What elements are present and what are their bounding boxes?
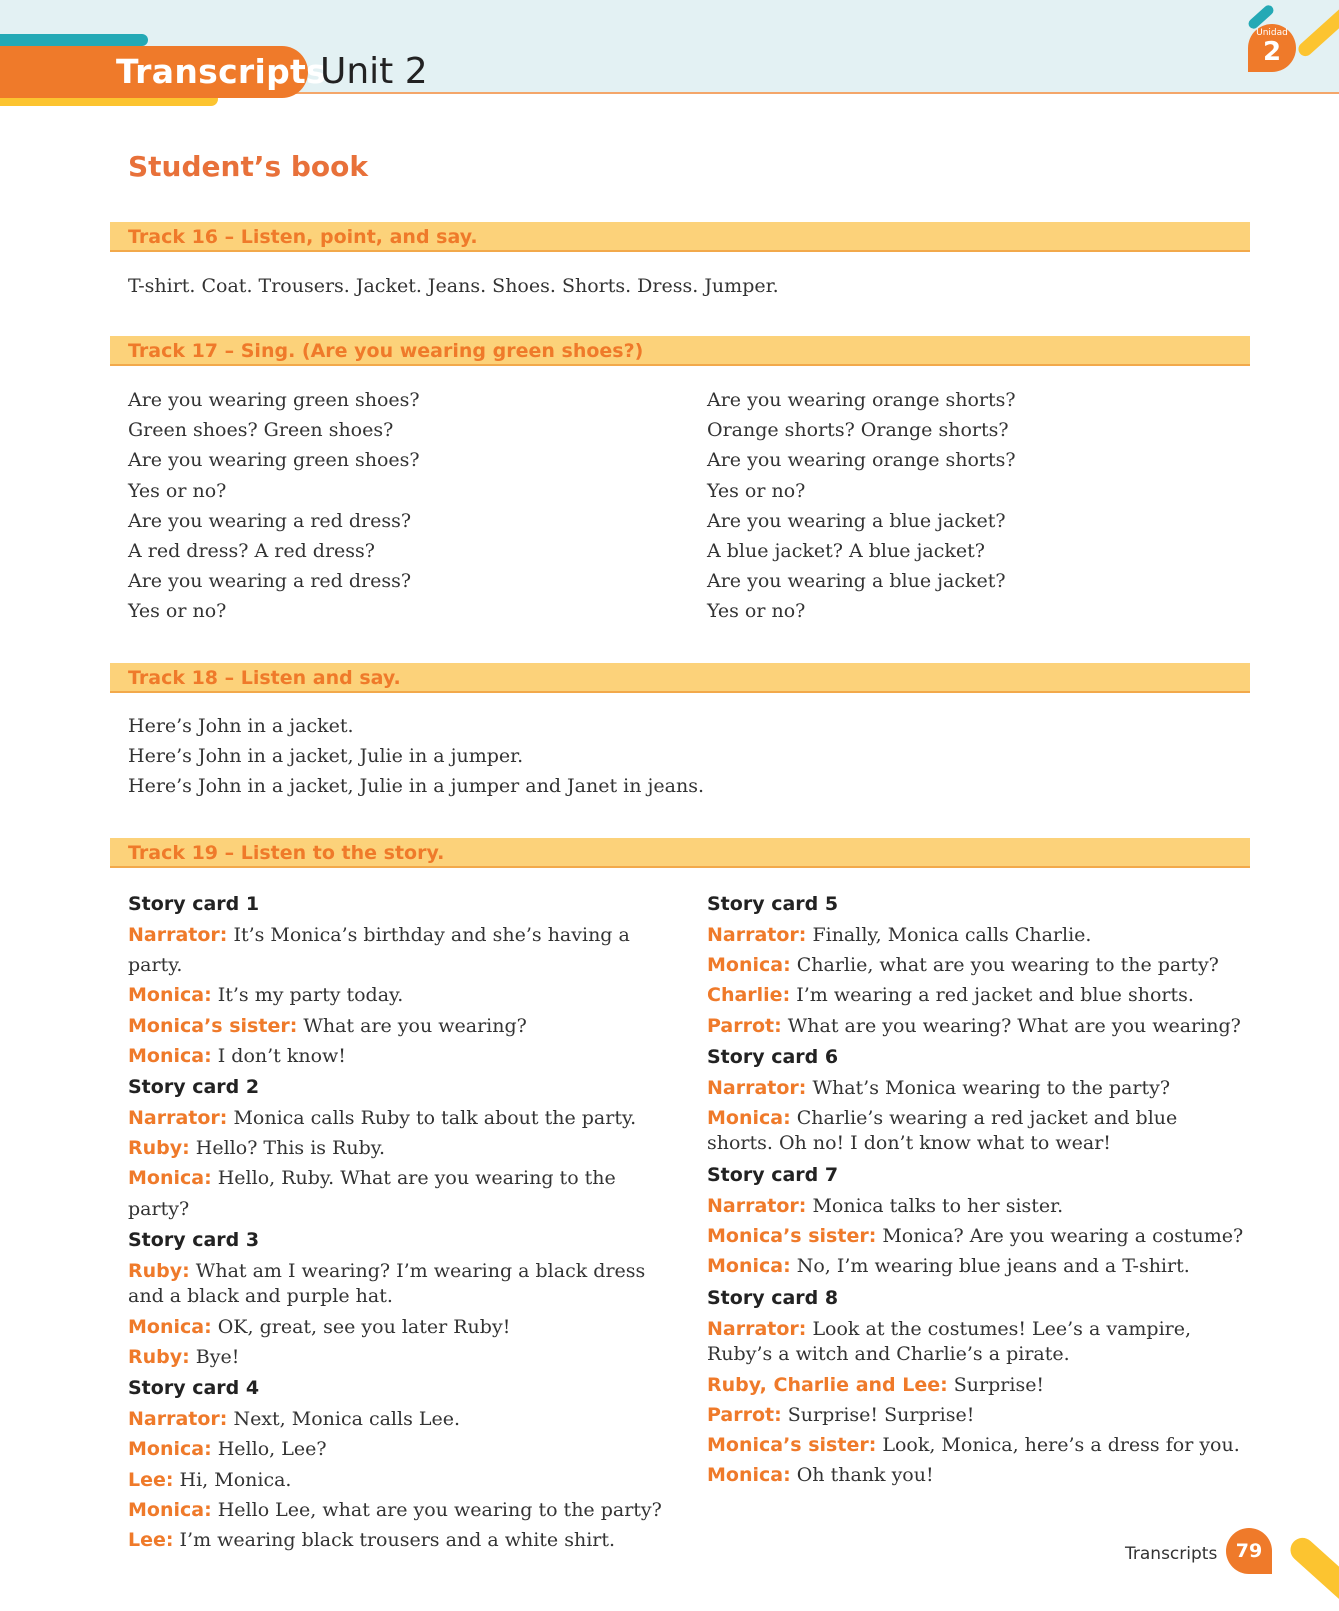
transcripts-pill-label: Transcripts (116, 52, 327, 91)
dialogue-text: What are you wearing? What are you wearing? (787, 1014, 1241, 1037)
story-card-title: Story card 4 (128, 1377, 260, 1400)
dialogue-line (128, 1163, 668, 1223)
dialogue-line (128, 1525, 668, 1555)
speaker-name: Lee: (128, 1529, 174, 1552)
song-line: Yes or no? (128, 479, 227, 502)
transcript-line: Here’s John in a jacket, Julie in a jumper and Janet in jeans. (128, 775, 704, 798)
dialogue-text: Hello, Lee? (217, 1438, 327, 1461)
song-line: Are you wearing orange shorts? (707, 449, 1016, 472)
speaker-name: Charlie: (707, 984, 791, 1007)
track-16-text (128, 271, 779, 301)
dialogue-line (707, 1430, 1247, 1460)
dialogue-line (128, 1312, 668, 1342)
dialogue-text: I don’t know! (217, 1044, 346, 1067)
song-line: Are you wearing a red dress? (128, 509, 412, 532)
song-line: A red dress? A red dress? (128, 539, 375, 562)
unit-title: Unit 2 (320, 51, 428, 92)
story-card-title: Story card 2 (128, 1076, 260, 1099)
song-line: Yes or no? (128, 600, 227, 623)
track-label: Track 16 – Listen, point, and say. (128, 226, 478, 248)
speaker-name: Ruby, Charlie and Lee: (707, 1373, 948, 1396)
dialogue-line (707, 1460, 1247, 1490)
speaker-name: Narrator: (707, 1317, 807, 1340)
speaker-name: Narrator: (707, 1195, 807, 1218)
track-header (110, 838, 1250, 868)
story-left-column (128, 888, 668, 1555)
song-line: Are you wearing green shoes? (128, 389, 420, 411)
dialogue-text: It’s my party today. (217, 984, 404, 1007)
dialogue-line (707, 1221, 1247, 1251)
speaker-name: Monica’s sister: (128, 1014, 298, 1037)
speaker-name: Parrot: (707, 1403, 782, 1426)
track-header (110, 663, 1250, 693)
dialogue-line (128, 1256, 668, 1312)
speaker-name: Ruby: (128, 1137, 190, 1160)
dialogue-line (128, 1041, 668, 1071)
speaker-name: Narrator: (128, 1408, 228, 1431)
speaker-name: Monica: (707, 1464, 791, 1487)
speaker-name: Monica: (128, 1438, 212, 1461)
dialogue-line (128, 1465, 668, 1495)
speaker-name: Narrator: (128, 924, 228, 946)
dialogue-line (128, 1342, 668, 1372)
track-header (110, 222, 1250, 252)
dialogue-line (707, 1370, 1247, 1400)
song-line: Are you wearing a red dress? (128, 570, 412, 593)
dialogue-text: Oh thank you! (796, 1464, 934, 1487)
dialogue-line (707, 1073, 1247, 1103)
song-line: A blue jacket? A blue jacket? (707, 539, 985, 562)
song-left-column (128, 385, 420, 627)
dialogue-line (128, 1011, 668, 1041)
speaker-name: Monica’s sister: (707, 1225, 877, 1248)
story-right-column (707, 888, 1247, 1490)
dialogue-line (707, 920, 1247, 950)
dialogue-text: Charlie, what are you wearing to the party? (796, 954, 1219, 977)
song-line: Are you wearing a blue jacket? (707, 570, 1006, 593)
dialogue-text: Hello Lee, what are you wearing to the party? (217, 1498, 662, 1521)
track-18-text (128, 711, 704, 802)
song-line: Are you wearing a blue jacket? (707, 509, 1006, 532)
song-line: Orange shorts? Orange shorts? (707, 419, 1009, 442)
footer-decor-yellow (1286, 1533, 1339, 1611)
dialogue-text: Monica talks to her sister. (812, 1195, 1064, 1218)
dialogue-line (707, 1314, 1247, 1370)
unit-badge (1248, 24, 1296, 72)
unit-badge-label: Unidad (1256, 28, 1288, 38)
speaker-name: Monica: (707, 954, 791, 977)
dialogue-text: No, I’m wearing blue jeans and a T-shirt. (796, 1255, 1190, 1278)
dialogue-line (707, 980, 1247, 1010)
dialogue-text: Look at the costumes! Lee’s a vampire, Ruby’s a witch and Charlie’s a pirate. (707, 1317, 1192, 1365)
song-line: Green shoes? Green shoes? (128, 419, 394, 442)
dialogue-text: I’m wearing a red jacket and blue shorts. (796, 984, 1194, 1007)
story-card-title: Story card 7 (707, 1164, 839, 1187)
speaker-name: Narrator: (707, 924, 807, 946)
dialogue-text: Look, Monica, here’s a dress for you. (882, 1434, 1240, 1457)
dialogue-line (707, 1103, 1247, 1159)
dialogue-text: Next, Monica calls Lee. (233, 1408, 461, 1431)
dialogue-line (707, 1400, 1247, 1430)
section-title: Student’s book (128, 150, 369, 183)
song-right-column (707, 385, 1016, 627)
dialogue-text: Hi, Monica. (179, 1468, 292, 1491)
story-card-title: Story card 6 (707, 1045, 839, 1068)
unit-badge-number: 2 (1262, 37, 1282, 67)
speaker-name: Ruby: (128, 1346, 190, 1369)
dialogue-text: Charlie’s wearing a red jacket and blue shorts. Oh no! I don’t know what to wear! (707, 1107, 1178, 1155)
speaker-name: Monica: (707, 1255, 791, 1278)
dialogue-text: Hello, Ruby. What are you wearing to the party? (128, 1167, 616, 1220)
dialogue-text: What are you wearing? (303, 1014, 527, 1037)
page-number: 79 (1226, 1528, 1272, 1574)
track-header (110, 336, 1250, 366)
story-card-title: Story card 8 (707, 1286, 839, 1309)
song-line: Are you wearing green shoes? (128, 449, 420, 472)
story-card-title: Story card 5 (707, 893, 839, 915)
dialogue-text: Hello? This is Ruby. (195, 1137, 386, 1160)
speaker-name: Monica: (128, 1498, 212, 1521)
song-line: Are you wearing orange shorts? (707, 389, 1016, 411)
speaker-name: Narrator: (128, 1107, 228, 1130)
song-line: Yes or no? (707, 479, 806, 502)
speaker-name: Narrator: (707, 1076, 807, 1099)
dialogue-line (128, 1133, 668, 1163)
dialogue-line (128, 1404, 668, 1434)
dialogue-line (128, 1434, 668, 1464)
speaker-name: Monica: (128, 1315, 212, 1338)
dialogue-text: What am I wearing? I’m wearing a black dress and a black and purple hat. (128, 1259, 646, 1307)
transcript-line: T-shirt. Coat. Trousers. Jacket. Jeans. Shoes. Shorts. Dress. Jumper. (128, 275, 779, 297)
speaker-name: Monica: (128, 1044, 212, 1067)
dialogue-text: It’s Monica’s birthday and she’s having a party. (128, 924, 630, 977)
song-line: Yes or no? (707, 600, 806, 623)
dialogue-line (128, 1495, 668, 1525)
speaker-name: Monica: (128, 1167, 212, 1190)
speaker-name: Ruby: (128, 1259, 190, 1282)
dialogue-text: I’m wearing black trousers and a white shirt. (179, 1529, 616, 1552)
transcript-line: Here’s John in a jacket, Julie in a jumper. (128, 745, 524, 768)
speaker-name: Monica: (128, 984, 212, 1007)
speaker-name: Parrot: (707, 1014, 782, 1037)
dialogue-line (707, 1191, 1247, 1221)
dialogue-text: Monica calls Ruby to talk about the party. (233, 1107, 637, 1130)
dialogue-line (707, 1251, 1247, 1281)
track-label: Track 19 – Listen to the story. (128, 842, 445, 864)
dialogue-text: Monica? Are you wearing a costume? (882, 1225, 1244, 1248)
speaker-name: Monica’s sister: (707, 1434, 877, 1457)
story-card-title: Story card 3 (128, 1228, 260, 1251)
story-card-title: Story card 1 (128, 893, 260, 915)
dialogue-text: What’s Monica wearing to the party? (812, 1076, 1171, 1099)
transcript-line: Here’s John in a jacket. (128, 715, 354, 737)
speaker-name: Monica: (707, 1107, 791, 1130)
dialogue-line (128, 980, 668, 1010)
dialogue-line (128, 920, 668, 980)
dialogue-text: Bye! (195, 1346, 240, 1369)
dialogue-line (707, 1011, 1247, 1041)
speaker-name: Lee: (128, 1468, 174, 1491)
dialogue-text: Surprise! (953, 1373, 1045, 1396)
dialogue-text: OK, great, see you later Ruby! (217, 1315, 511, 1338)
dialogue-text: Surprise! Surprise! (787, 1403, 975, 1426)
track-label: Track 18 – Listen and say. (128, 667, 401, 689)
footer-label: Transcripts (1125, 1544, 1218, 1564)
dialogue-line (128, 1103, 668, 1133)
track-label: Track 17 – Sing. (Are you wearing green shoes?) (128, 340, 644, 362)
dialogue-text: Finally, Monica calls Charlie. (812, 924, 1092, 946)
header-decor-teal-stripe (0, 34, 148, 46)
dialogue-line (707, 950, 1247, 980)
